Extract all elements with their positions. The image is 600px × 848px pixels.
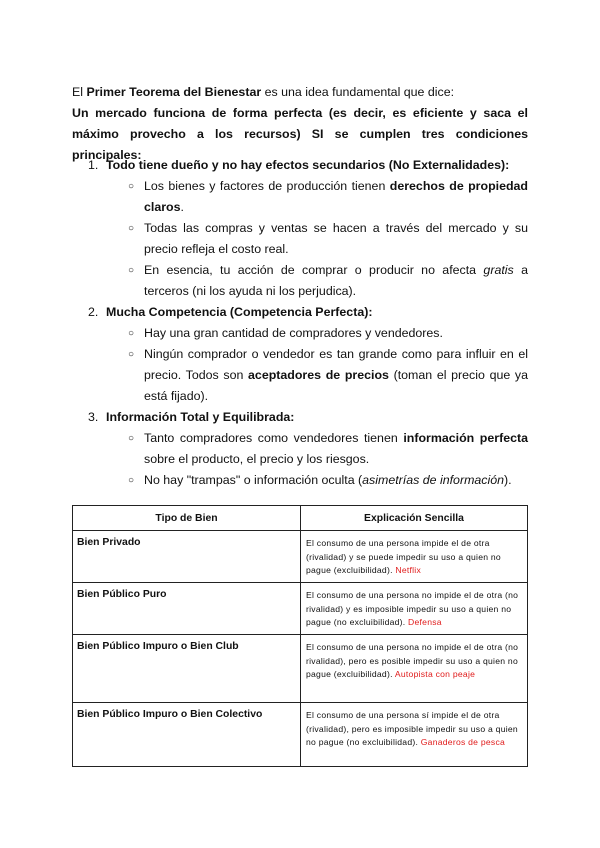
bullet-text: Todas las compras y ventas se hacen a través del mercado y su precio refleja el costo real.: [144, 221, 528, 256]
table-row: [73, 531, 528, 583]
bullet-icon: ○: [128, 349, 135, 360]
condition-bullet: [88, 470, 528, 491]
goods-table: [72, 505, 528, 767]
bullet-text: En esencia, tu acción de comprar o producir no afecta: [144, 263, 484, 277]
condition-title: Todo tiene dueño y no hay efectos secundarios (No Externalidades):: [106, 158, 510, 172]
condition-item: [88, 302, 528, 407]
condition-number: 3.: [88, 410, 99, 424]
condition-bullet: [88, 344, 528, 407]
table-row: [73, 583, 528, 635]
bullet-text-end: sobre el producto, el precio y los riesgos.: [144, 452, 370, 466]
good-explanation: [301, 531, 528, 583]
conditions-list: [88, 155, 528, 491]
theorem-name: Primer Teorema del Bienestar: [86, 85, 262, 99]
bullet-text-end: ).: [504, 473, 512, 487]
condition-bullet: [88, 260, 528, 302]
explanation-text: El consumo de una persona no impide el de otra (no rivalidad), pero es posible impedir su uso a quien no pague (excluibilidad).: [306, 642, 519, 680]
bullet-text: Ningún comprador o vendedor es tan grande como para influir en el precio. Todos son: [144, 347, 528, 382]
example-text: Netflix: [395, 565, 421, 576]
good-type: Bien Público Impuro o Bien Colectivo: [73, 703, 301, 767]
bullet-text: Los bienes y factores de producción tienen: [144, 179, 390, 193]
condition-title: Información Total y Equilibrada:: [106, 410, 295, 424]
good-explanation: [301, 703, 528, 767]
bullet-text-end: a terceros (ni los ayuda ni los perjudica).: [144, 263, 528, 298]
condition-bullet: [88, 218, 528, 260]
intro-paragraph: [72, 82, 528, 102]
explanation-text: El consumo de una persona impide el de otra (rivalidad) y se puede impedir su uso a quien no pague (excluibilidad).: [306, 538, 501, 576]
table-row: [73, 635, 528, 703]
condition-item: [88, 155, 528, 302]
condition-title: Mucha Competencia (Competencia Perfecta):: [106, 305, 373, 319]
good-type: Bien Privado: [73, 531, 301, 583]
condition-bullet: [88, 323, 528, 344]
bullet-icon: ○: [128, 328, 135, 339]
bullet-text: Tanto compradores como vendedores tienen: [144, 431, 404, 445]
bullet-italic: gratis: [483, 263, 514, 277]
explanation-text: El consumo de una persona sí impide el de otra (rivalidad), pero es imposible impedir su uso a quien no pague (no excluibilidad).: [306, 710, 518, 748]
column-header-type: Tipo de Bien: [73, 506, 301, 531]
good-explanation: [301, 583, 528, 635]
good-type: Bien Público Impuro o Bien Club: [73, 635, 301, 703]
condition-bullet: [88, 176, 528, 218]
bullet-bold: información perfecta: [403, 431, 528, 445]
bullet-icon: ○: [128, 265, 135, 276]
bullet-icon: ○: [128, 433, 135, 444]
bullet-italic: asimetrías de información: [362, 473, 505, 487]
example-text: Defensa: [408, 617, 442, 628]
example-text: Autopista con peaje: [394, 669, 476, 680]
lead-statement: Un mercado funciona de forma perfecta (es decir, es eficiente y saca el máximo provecho a los recursos) SI se cumplen tres condiciones principales:: [72, 106, 528, 162]
bullet-bold: aceptadores de precios: [248, 368, 389, 382]
bullet-text: Hay una gran cantidad de compradores y vendedores.: [144, 326, 443, 340]
bullet-text: No hay "trampas" o información oculta (: [144, 473, 363, 487]
good-explanation: [301, 635, 528, 703]
column-header-explanation: Explicación Sencilla: [301, 506, 528, 531]
condition-number: 2.: [88, 305, 99, 319]
example-text: Ganaderos de pesca: [420, 737, 506, 748]
table-row: [73, 703, 528, 767]
explanation-text: El consumo de una persona no impide el de otra (no rivalidad) y es imposible impedir su uso a quien no pague (no excluibilidad).: [306, 590, 519, 628]
intro-prefix: El: [72, 85, 87, 99]
bullet-text-end: (toman el precio que ya está fijado).: [144, 368, 528, 403]
condition-item: [88, 407, 528, 491]
intro-suffix: es una idea fundamental que dice:: [261, 85, 455, 99]
bullet-icon: ○: [128, 475, 135, 486]
table-header-row: [73, 506, 528, 531]
bullet-text-end: .: [180, 200, 184, 214]
condition-number: 1.: [88, 158, 99, 172]
bullet-bold: derechos de propiedad claros: [144, 179, 528, 214]
condition-bullet: [88, 428, 528, 470]
bullet-icon: ○: [128, 223, 135, 234]
bullet-icon: ○: [128, 181, 135, 192]
good-type: Bien Público Puro: [73, 583, 301, 635]
